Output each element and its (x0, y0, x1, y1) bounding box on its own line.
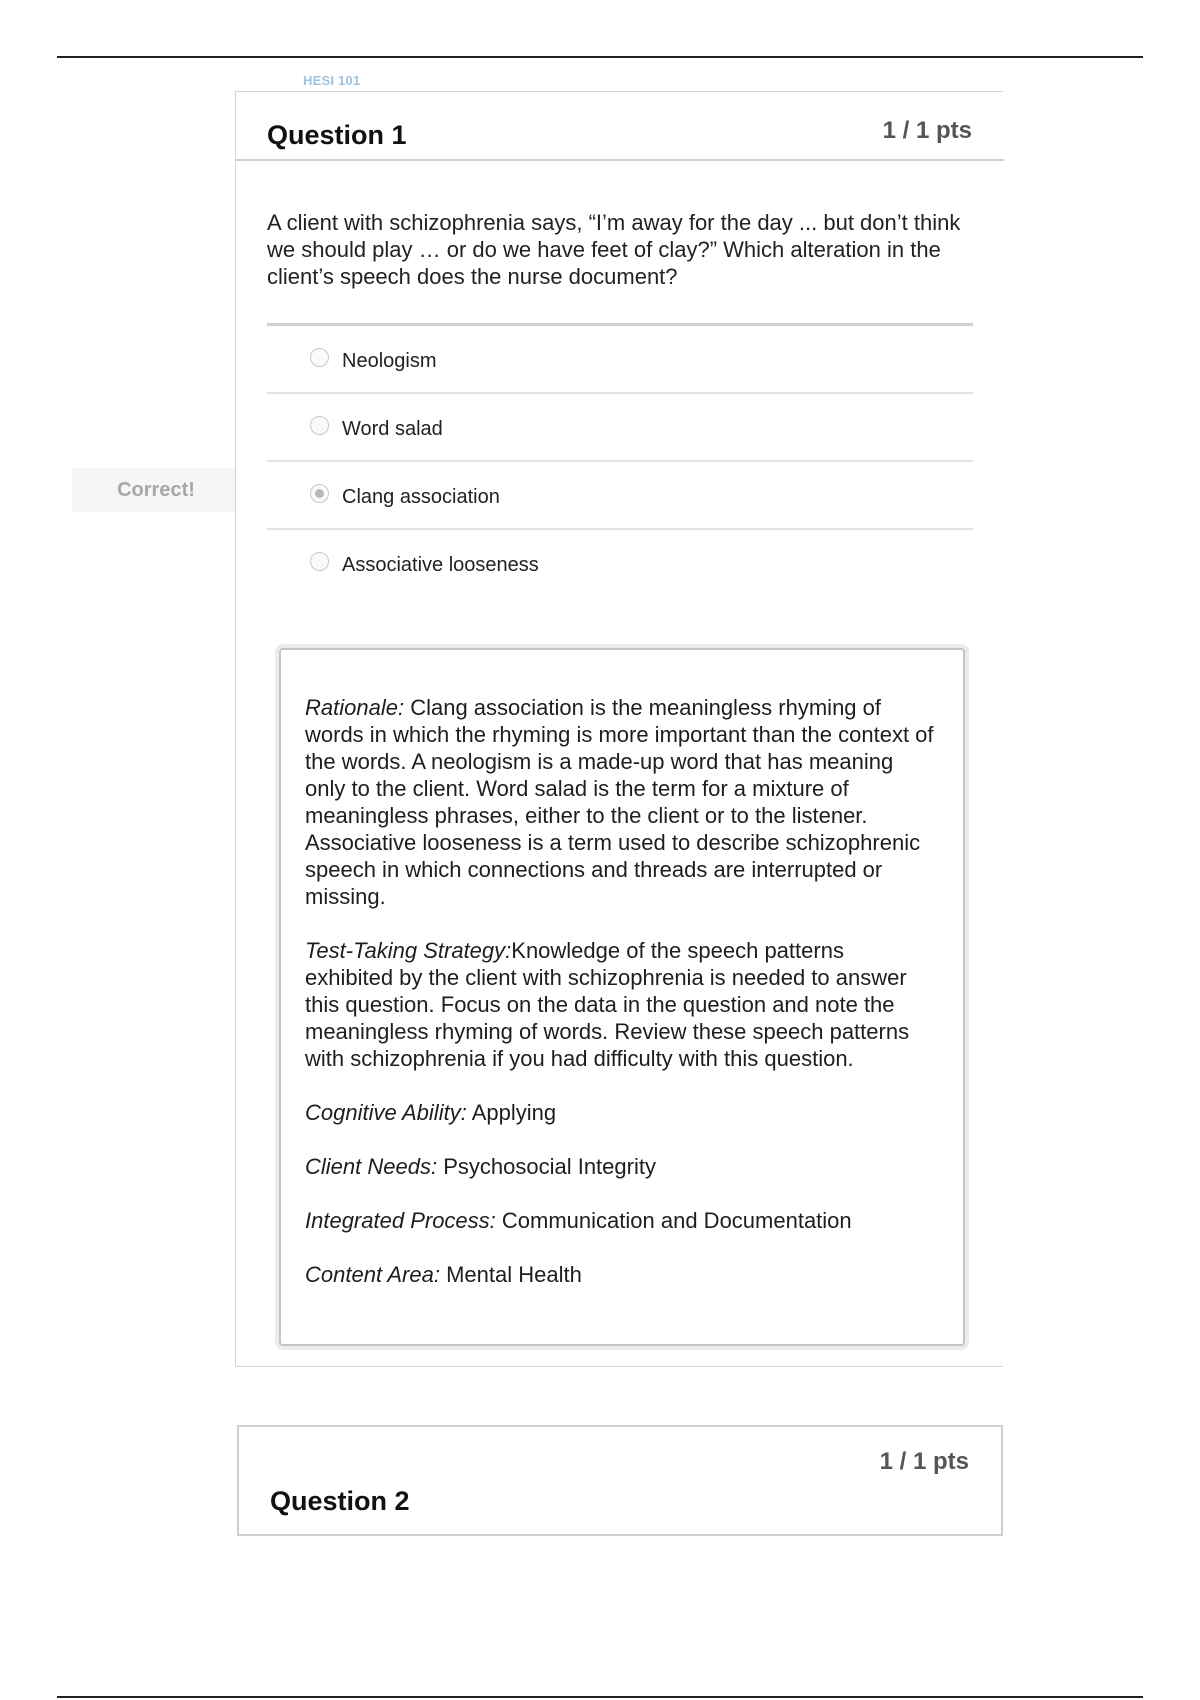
strategy-text: Knowledge of the speech patterns exhibited by the client with schizophrenia is needed to answer this question. Focus on the data in the question and note the meaningless rhyming of words. Review these speech patterns with schizophrenia if you had difficulty with this question. (305, 938, 910, 1071)
radio-button[interactable] (310, 348, 329, 367)
rationale-paragraph (305, 694, 937, 910)
answer-label: Clang association (342, 486, 500, 508)
rationale-box (279, 648, 965, 1346)
strategy-paragraph (305, 937, 937, 1072)
answer-label: Neologism (342, 350, 437, 372)
question-title: Question 1 (267, 120, 407, 150)
client-needs (305, 1153, 937, 1180)
top-rule (57, 56, 1143, 58)
radio-button-selected[interactable] (310, 484, 329, 503)
strategy-label: Test-Taking Strategy: (305, 938, 512, 963)
radio-button[interactable] (310, 416, 329, 435)
rationale-label: Rationale: (305, 695, 405, 720)
cognitive-value: Applying (471, 1100, 557, 1125)
question-card-2 (237, 1425, 1003, 1536)
answer-option[interactable] (267, 326, 973, 394)
bottom-rule (57, 1696, 1143, 1698)
content-label: Content Area: (305, 1262, 440, 1287)
rationale-text: Clang association is the meaningless rhyming of words in which the rhyming is more important than the context of the words. A neologism is a made-up word that has meaning only to the client. Word salad is the term for a mixture of meaningless phrases, either to the client or to the listener. Associative looseness is a term used to describe schizophrenic speech in which connections and threads are interrupted or missing. (305, 695, 934, 909)
process-label: Integrated Process: (305, 1208, 496, 1233)
answer-option[interactable] (267, 394, 973, 462)
course-label: HESI 101 (303, 73, 361, 88)
question-card (235, 91, 1003, 1367)
question-text: A client with schizophrenia says, “I’m away for the day ... but don’t think we should play … or do we have feet of clay?” Which alteration in the client’s speech does the nurse document? (267, 210, 961, 289)
content-value: Mental Health (446, 1262, 582, 1287)
correct-flag: Correct! (72, 468, 240, 512)
question-points: 1 / 1 pts (882, 117, 972, 144)
question-title: Question 2 (270, 1486, 410, 1516)
question-points: 1 / 1 pts (879, 1448, 969, 1475)
cognitive-label: Cognitive Ability: (305, 1100, 467, 1125)
needs-value: Psychosocial Integrity (443, 1154, 656, 1179)
answer-label: Associative looseness (342, 554, 539, 576)
radio-button[interactable] (310, 552, 329, 571)
content-area (305, 1261, 937, 1288)
answer-option[interactable] (267, 462, 973, 530)
integrated-process (305, 1207, 937, 1234)
answer-label: Word salad (342, 418, 443, 440)
cognitive-ability (305, 1099, 937, 1126)
answer-list (267, 323, 973, 598)
question-header (236, 92, 1004, 161)
process-value: Communication and Documentation (501, 1208, 852, 1233)
needs-label: Client Needs: (305, 1154, 438, 1179)
answer-option[interactable] (267, 530, 973, 598)
